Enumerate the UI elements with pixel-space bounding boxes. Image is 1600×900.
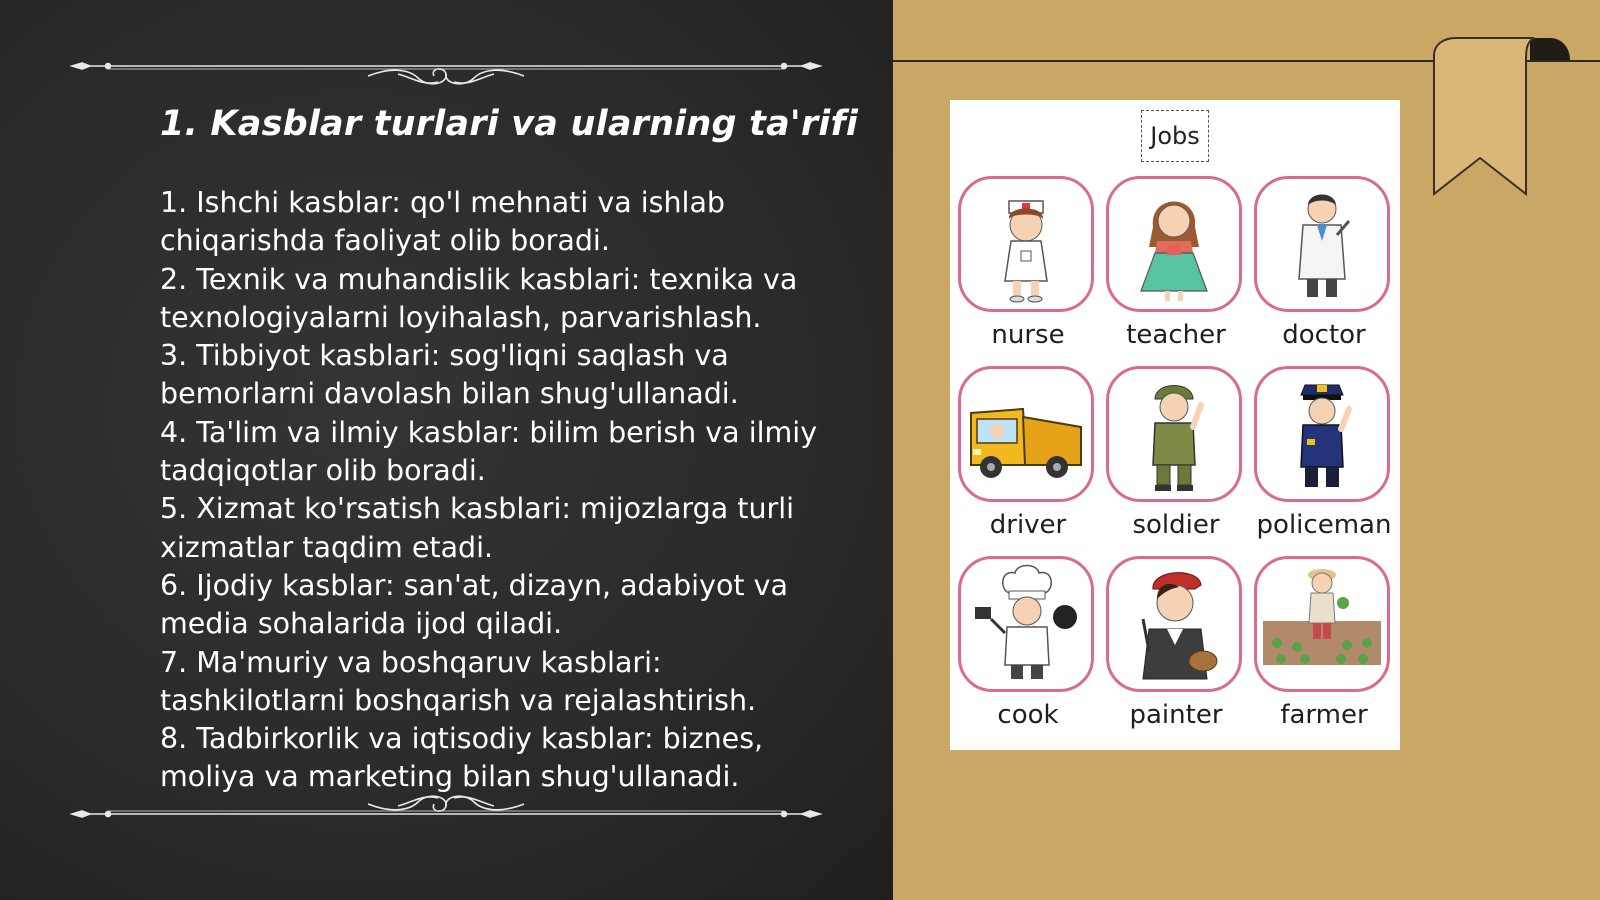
job-label: painter (1129, 700, 1223, 730)
job-card-farmer (1254, 556, 1394, 730)
slide-title: 1. Kasblar turlari va ularning ta'rifi (160, 104, 859, 144)
bottom-ornament-divider (68, 794, 824, 834)
top-ornament-divider (68, 48, 824, 88)
doctor-icon (1257, 179, 1387, 309)
list-item-1: 1. Ishchi kasblar: qo'l mehnati va ishlab chiqarishda faoliyat olib boradi. (160, 186, 726, 258)
job-label: farmer (1280, 700, 1368, 730)
painter-icon (1109, 559, 1239, 689)
professions-list (160, 184, 850, 797)
job-frame (1106, 366, 1242, 502)
job-card-cook (958, 556, 1098, 730)
job-label: teacher (1126, 320, 1226, 350)
teacher-icon (1109, 179, 1239, 309)
list-item-5: 5. Xizmat ko'rsatish kasblari: mijozlarga turli xizmatlar taqdim etadi. (160, 492, 795, 564)
job-card-policeman (1254, 366, 1394, 540)
list-item-6: 6. Ijodiy kasblar: san'at, dizayn, adabiyot va media sohalarida ijod qiladi. (160, 568, 788, 641)
job-frame (1106, 556, 1242, 692)
job-label: driver (989, 510, 1067, 540)
job-label: soldier (1132, 510, 1220, 540)
job-card-nurse (958, 176, 1098, 350)
list-item-2: 2. Texnik va muhandislik kasblari: texnika va texnologiyalarni loyihalash, parvarishlash. (160, 262, 798, 334)
list-item-7: 7. Ma'muriy va boshqaruv kasblari: tashkilotlarni boshqarish va rejalashtirish. (160, 645, 757, 717)
job-card-soldier (1106, 366, 1246, 540)
truck-driver-icon (961, 369, 1091, 499)
job-frame (958, 366, 1094, 502)
job-frame (1254, 556, 1390, 692)
job-frame (1254, 176, 1390, 312)
jobs-poster (950, 100, 1400, 750)
job-frame (958, 176, 1094, 312)
list-item-3: 3. Tibbiyot kasblari: sog'liqni saqlash va bemorlarni davolash bilan shug'ullanadi. (160, 339, 739, 411)
jobs-poster-title: Jobs (1141, 110, 1209, 162)
policeman-icon (1257, 369, 1387, 499)
job-label: policeman (1256, 510, 1392, 540)
farmer-icon (1257, 559, 1387, 689)
job-label: nurse (991, 320, 1065, 350)
job-frame (958, 556, 1094, 692)
cook-icon (961, 559, 1091, 689)
job-label: cook (997, 700, 1059, 730)
job-card-teacher (1106, 176, 1246, 350)
list-item-8: 8. Tadbirkorlik va iqtisodiy kasblar: biznes, moliya va marketing bilan shug'ullanadi. (160, 722, 764, 794)
job-frame (1254, 366, 1390, 502)
job-frame (1106, 176, 1242, 312)
list-item-4: 4. Ta'lim va ilmiy kasblar: bilim berish va ilmiy tadqiqotlar olib boradi. (160, 415, 818, 488)
job-card-painter (1106, 556, 1246, 730)
job-label: doctor (1282, 320, 1366, 350)
soldier-icon (1109, 369, 1239, 499)
bookmark-ribbon-icon (1430, 34, 1570, 204)
nurse-icon (961, 179, 1091, 309)
job-card-driver (958, 366, 1098, 540)
job-card-doctor (1254, 176, 1394, 350)
